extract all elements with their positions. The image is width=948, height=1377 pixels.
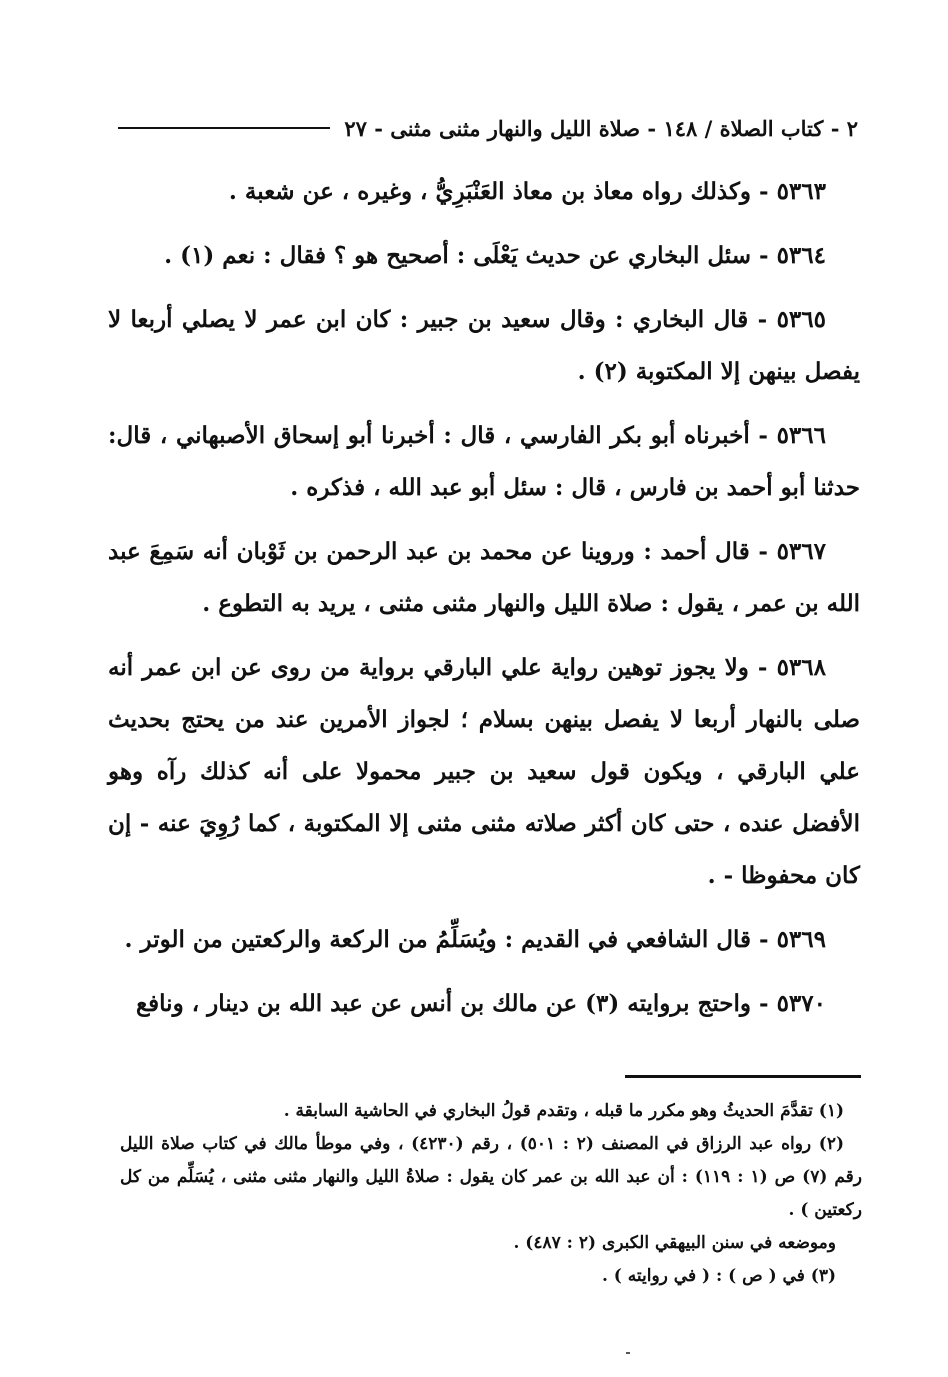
paragraph-5363: ٥٣٦٣ - وكذلك رواه معاذ بن معاذ العَنْبَرِيُّ ، وغيره ، عن شعبة .	[228, 178, 826, 205]
footnote-3: (٣) في ( ص ) : ( في روايته ) .	[601, 1266, 836, 1286]
paragraph-5367: ٥٣٦٧ - قال أحمد : وروينا عن محمد بن عبد الرحمن بن ثَوْبان أنه سَمِعَ عبد الله بن عمر ، يقول : صلاة الليل والنهار مثنى مثنى ، يريد به التطوع .	[108, 538, 860, 617]
footnote-2: (٢) رواه عبد الرزاق في المصنف (٢ : ٥٠١) ، رقم (٤٢٣٠) ، وفي موطأ مالك في كتاب صلاة الليل رقم (٧) ص (١ : ١١٩) : أن عبد الله بن عمر كان يقول : صلاةُ الليل والنهار مثنى مثنى ، يُسَلِّم من كل ركعتين ) .	[120, 1134, 862, 1220]
paragraph-5368: ٥٣٦٨ - ولا يجوز توهين رواية علي البارقي برواية من روى عن ابن عمر أنه صلى بالنهار أربعا لا يفصل بينهن بسلام ؛ لجواز الأمرين عند من يحتج بحديث علي البارقي ، ويكون قول سعيد بن جبير محمولا على أنه كذلك رآه وهو الأفضل عنده ، حتى كان أكثر صلاته مثنى مثنى إلا المكتوبة ، كما رُوِيَ عنه - إن كان محفوظا - .	[108, 654, 860, 889]
paragraph-5370: ٥٣٧٠ - واحتج بروايته (٣) عن مالك بن أنس عن عبد الله بن دينار ، ونافع	[135, 990, 826, 1017]
paragraph-5369: ٥٣٦٩ - قال الشافعي في القديم : ويُسَلِّمُ من الركعة والركعتين من الوتر .	[124, 926, 826, 953]
footnotes	[120, 1095, 862, 1293]
paragraph-5364: ٥٣٦٤ - سئل البخاري عن حديث يَعْلَى : أصحيح هو ؟ فقال : نعم (١) .	[164, 242, 826, 269]
running-title: ٢ - كتاب الصلاة / ١٤٨ - صلاة الليل والنهار مثنى مثنى - ٢٧	[344, 115, 858, 141]
footnote-2-continuation: وموضعه في سنن البيهقي الكبرى (٢ : ٤٨٧) .	[513, 1233, 836, 1253]
paragraph-5365: ٥٣٦٥ - قال البخاري : وقال سعيد بن جبير : كان ابن عمر لا يصلي أربعا لا يفصل بينهن إلا المكتوبة (٢) .	[108, 306, 860, 385]
scan-speck	[626, 1352, 630, 1354]
paragraph-5366: ٥٣٦٦ - أخبرناه أبو بكر الفارسي ، قال : أخبرنا أبو إسحاق الأصبهاني ، قال: حدثنا أبو أحمد بن فارس ، قال : سئل أبو عبد الله ، فذكره .	[108, 422, 860, 501]
running-header	[118, 108, 858, 148]
footnote-separator	[625, 1075, 861, 1078]
header-rule	[118, 127, 330, 129]
footnote-1: (١) تقدَّمَ الحديثُ وهو مكرر ما قبله ، وتقدم قولُ البخاري في الحاشية السابقة .	[283, 1101, 844, 1121]
main-text	[108, 166, 860, 1030]
